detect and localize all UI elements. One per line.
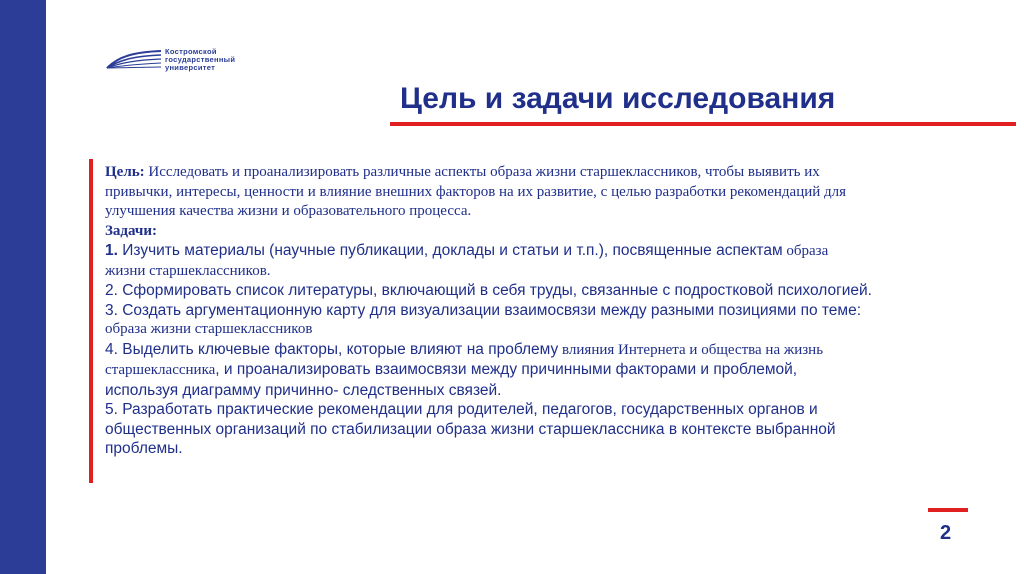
page-number: 2 bbox=[940, 522, 952, 544]
goal-line: улучшения качества жизни и образовательного процесса. bbox=[105, 203, 472, 219]
task-4-text: 4. Выделить ключевые факторы, которые влияют на проблему bbox=[105, 340, 559, 358]
logo-line: государственный bbox=[165, 54, 236, 64]
university-logo bbox=[105, 48, 275, 78]
task-4-text-serif: влияния Интернета и общества на жизнь bbox=[558, 341, 824, 358]
goal-label: Цель: bbox=[105, 164, 145, 180]
task-4-cont-2: используя диаграмму причинно- следственных связей. bbox=[105, 381, 502, 399]
goal-line: привычки, интересы, ценности и влияние внешних факторов на их развитие, с целью разработки рекомендаций для bbox=[105, 183, 847, 200]
task-1-text-serif: образа bbox=[782, 243, 829, 259]
task-1-cont: жизни старшеклассников. bbox=[105, 262, 271, 279]
task-4-text-serif-2: старшеклассника bbox=[105, 362, 216, 378]
title-underline bbox=[390, 122, 1016, 126]
task-3-cont: образа жизни старшеклассников bbox=[105, 321, 313, 337]
task-5-cont: общественных организаций по стабилизации образа жизни старшеклассника в контексте выбранной bbox=[105, 420, 836, 438]
task-5-cont-2: проблемы. bbox=[105, 440, 183, 457]
task-4-cont bbox=[105, 360, 965, 381]
task-1 bbox=[105, 241, 965, 262]
left-accent-bar bbox=[0, 0, 46, 574]
page-number-rule bbox=[928, 508, 968, 512]
task-5: 5. Разработать практические рекомендации для родителей, педагогов, государственных органов и bbox=[105, 401, 818, 418]
task-1-number: 1. bbox=[105, 242, 118, 259]
task-4-text-2: , и проанализировать взаимосвязи между причинными факторами и проблемой, bbox=[215, 361, 798, 378]
task-3: 3. Создать аргументационную карту для визуализации взаимосвязи между разными позициями по теме: bbox=[105, 301, 862, 319]
task-4 bbox=[105, 340, 965, 361]
content-block bbox=[105, 163, 965, 459]
logo-line: университет bbox=[165, 62, 216, 72]
task-2: 2. Сформировать список литературы, включающий в себя труды, связанные с подростковой психологией. bbox=[105, 282, 872, 299]
logo-text bbox=[165, 48, 235, 71]
page-title: Цель и задачи исследования bbox=[400, 82, 836, 115]
goal-text: Исследовать и проанализировать различные аспекты образа жизни старшеклассников, чтобы выявить их bbox=[144, 164, 820, 180]
content-side-rule bbox=[89, 159, 93, 483]
task-1-text: Изучить материалы (научные публикации, доклады и статьи и т.п.), посвященные аспектам bbox=[117, 242, 783, 259]
logo-swoosh-icon bbox=[105, 48, 163, 70]
goal-line bbox=[105, 163, 965, 183]
logo-line: Костромской bbox=[165, 47, 217, 56]
tasks-label bbox=[105, 222, 965, 242]
tasks-label-text: Задачи: bbox=[105, 222, 158, 239]
